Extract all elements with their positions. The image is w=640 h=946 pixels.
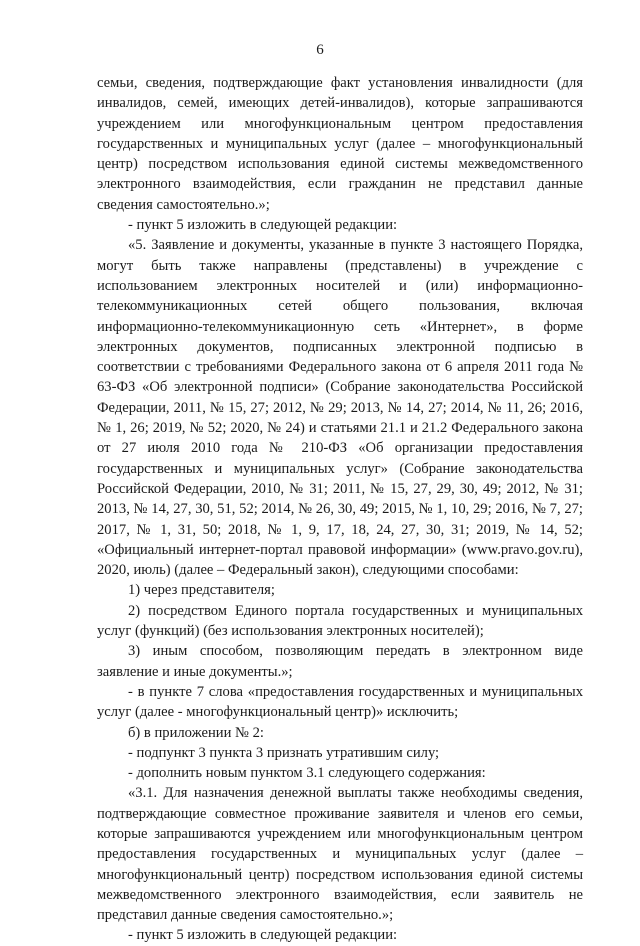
paragraph: - подпункт 3 пункта 3 признать утратившим силу; [128,744,440,761]
paragraph: 1) через представителя; [128,582,275,599]
paragraph: семьи, сведения, подтверждающие факт установления инвалидности (для инвалидов, семей, имеющих детей-инвалидов), которые запрашиваются учреждением или многофункциональным центром предоставления государственных и муниципальных услуг (далее – многофункциональный центр) посредством использования единой системы межведомственного электронного взаимодействия, если гражданин не представил данные сведения самостоятельно.»; [97,75,583,213]
document-body [97,73,583,946]
page-number: 6 [316,42,324,58]
paragraph: 3) иным способом, позволяющим передать в электронном виде заявление и иные документы.»; [97,643,583,680]
paragraph: «3.1. Для назначения денежной выплаты также необходимы сведения, подтверждающие совместное проживание заявителя и членов его семьи, которые запрашиваются учреждением или многофункциональным центром предоставления государственных и муниципальных услуг (далее – многофункциональный центр) посредством использования единой системы межведомственного электронного взаимодействия, если заявитель не представил данные сведения самостоятельно.»; [97,785,583,924]
paragraph: б) в приложении № 2: [128,724,264,741]
paragraph: - дополнить новым пунктом 3.1 следующего содержания: [128,765,486,782]
paragraph: - пункт 5 изложить в следующей редакции: [128,217,398,234]
paragraph: 2) посредством Единого портала государственных и муниципальных услуг (функций) (без использования электронных носителей); [97,602,583,640]
paragraph: - пункт 5 изложить в следующей редакции: [128,927,398,944]
paragraph: - в пункте 7 слова «предоставления государственных и муниципальных услуг (далее - многофункциональный центр)» исключить; [97,683,583,721]
paragraph: «5. Заявление и документы, указанные в пункте 3 настоящего Порядка, могут быть также направлены (представлены) в учреждение с использованием электронных носителей и (или) информационно-телекоммуникационных сетей общего пользования, включая информационно-телекоммуникационную сеть «Интернет», в форме электронных документов, подписанных электронной подписью в соответствии с требованиями Федерального закона от 6 апреля 2011 года № 63-ФЗ «Об электронной подписи» (Собрание законодательства Российской Федерации, 2011, № 15, 27; 2012, № 29; 2013, № 14, 27; 2014, № 11, 26; 2016, № 1, 26; 2019, № 52; 2020, № 24) и статьями 21.1 и 21.2 Федерального закона от 27 июля 2010 года № 210-ФЗ «Об организации предоставления государственных и муниципальных услуг» (Собрание законодательства Российской Федерации, 2010, № 31; 2011, № 15, 27, 29, 30, 49; 2012, № 31; 2013, № 14, 27, 30, 51, 52; 2014, № 26, 30, 49; 2015, № 1, 10, 29; 2016, № 7, 27; 2017, № 1, 31, 50; 2018, № 1, 9, 17, 18, 24, 27, 30, 31; 2019, № 14, 52; «Официальный интернет-портал правовой информации» (www.pravo.gov.ru), 2020, июль) (далее – Федеральный закон), следующими способами: [97,237,583,579]
